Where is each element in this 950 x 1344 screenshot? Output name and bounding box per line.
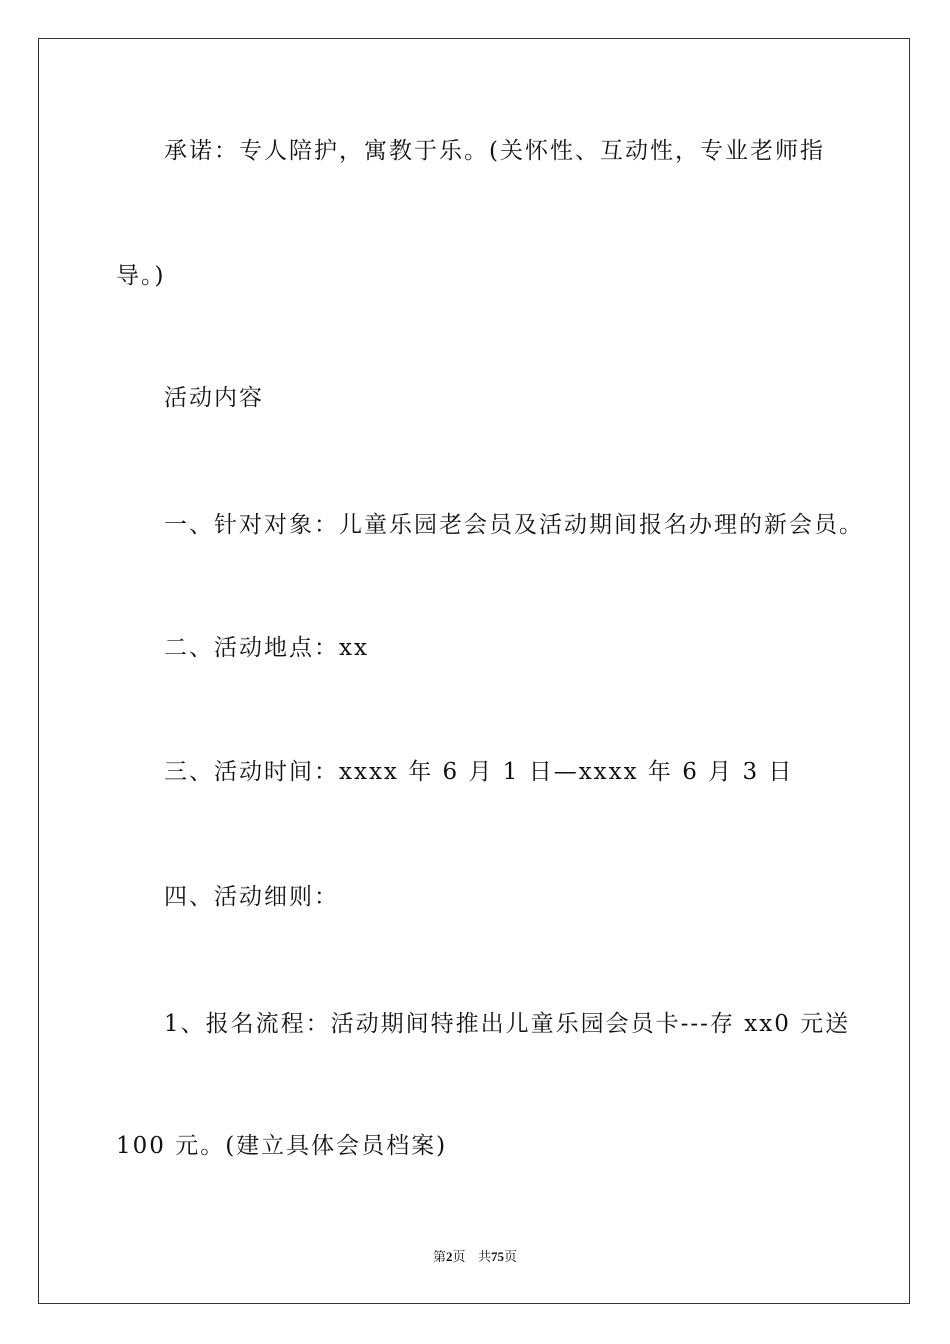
paragraph-line: 一、针对对象：儿童乐园老会员及活动期间报名办理的新会员。 [164, 512, 864, 538]
footer-page-number: 2 [446, 1249, 453, 1264]
paragraph-line: 承诺：专人陪护，寓教于乐。(关怀性、互动性，专业老师指 [164, 138, 825, 164]
page-frame [38, 38, 910, 1304]
paragraph-line: 100 元。(建立具体会员档案) [116, 1133, 448, 1159]
footer-suffix: 页 [503, 1250, 517, 1265]
paragraph-line: 1、报名流程：活动期间特推出儿童乐园会员卡---存 xx0 元送 [164, 1011, 851, 1037]
section-heading: 活动内容 [164, 385, 264, 411]
paragraph-line: 三、活动时间：xxxx 年 6 月 1 日—xxxx 年 6 月 3 日 [164, 759, 794, 785]
footer-total-pages: 75 [490, 1249, 504, 1264]
paragraph-line: 二、活动地点：xx [164, 635, 369, 661]
page-footer [0, 1246, 950, 1265]
footer-prefix: 第 [433, 1250, 447, 1265]
paragraph-line: 导。) [116, 263, 166, 289]
footer-middle: 页 共 [452, 1250, 491, 1265]
paragraph-line: 四、活动细则： [164, 884, 339, 910]
